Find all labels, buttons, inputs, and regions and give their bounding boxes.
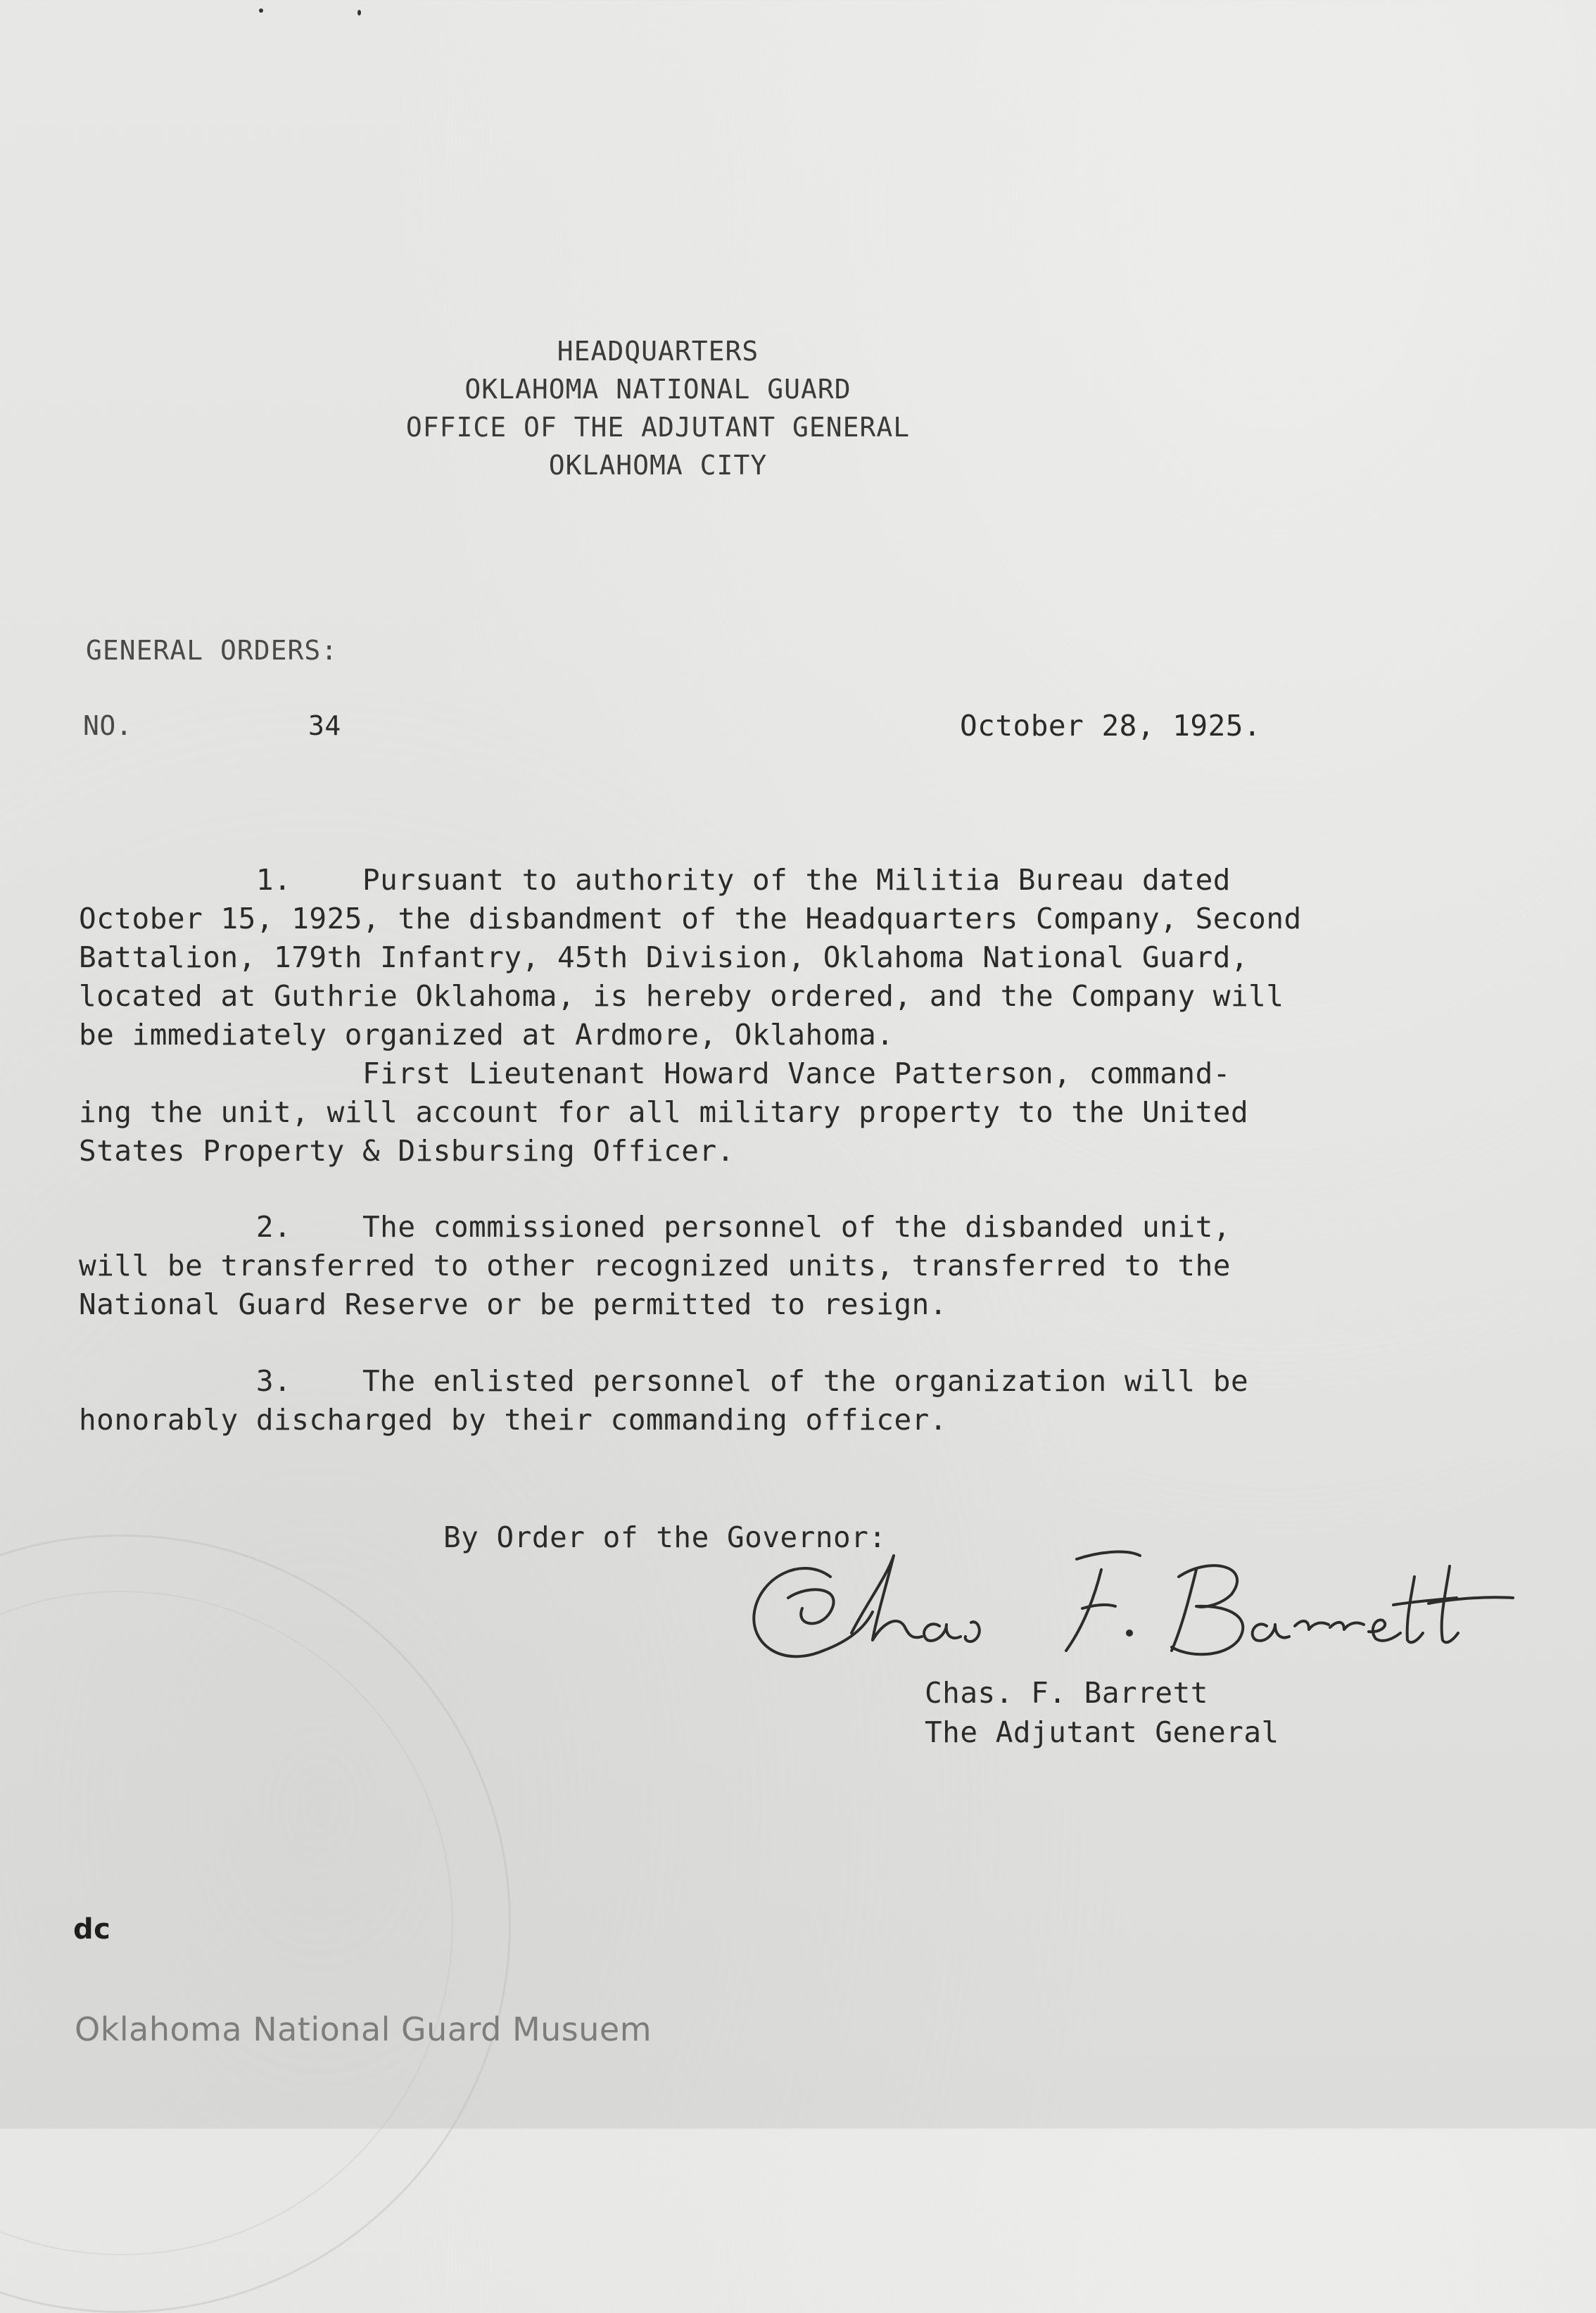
general-orders-label: GENERAL ORDERS: — [86, 635, 338, 666]
paragraph-1-line: First Lieutenant Howard Vance Patterson, command- — [79, 1057, 1231, 1090]
paper-speck — [357, 10, 361, 15]
signer-name: Chas. F. Barrett — [925, 1676, 1208, 1710]
signer-title: The Adjutant General — [925, 1715, 1279, 1749]
header-headquarters: HEADQUARTERS — [557, 336, 759, 367]
paragraph-2-line: will be transferred to other recognized units, transferred to the — [79, 1249, 1231, 1282]
paragraph-2-line: National Guard Reserve or be permitted to resign. — [79, 1287, 948, 1321]
paragraph-1-line: Battalion, 179th Infantry, 45th Division, Oklahoma National Guard, — [79, 940, 1249, 974]
by-order-line: By Order of the Governor: — [443, 1520, 887, 1554]
paper-speck — [259, 8, 263, 13]
paragraph-1-line: be immediately organized at Ardmore, Oklahoma. — [79, 1018, 894, 1052]
paragraph-1-line: 1. Pursuant to authority of the Militia Bureau dated — [79, 863, 1231, 897]
header-city: OKLAHOMA CITY — [548, 450, 768, 481]
paragraph-3-line: honorably discharged by their commanding officer. — [79, 1403, 948, 1437]
paragraph-1-line: October 15, 1925, the disbandment of the Headquarters Company, Second — [79, 902, 1302, 935]
paragraph-1-line: ing the unit, will account for all military property to the United — [79, 1095, 1249, 1129]
order-number: 34 — [308, 710, 341, 741]
header-office: OFFICE OF THE ADJUTANT GENERAL — [405, 412, 911, 443]
header-organization: OKLAHOMA NATIONAL GUARD — [464, 374, 851, 405]
handwritten-signature — [746, 1527, 1520, 1682]
paragraph-2-line: 2. The commissioned personnel of the disbanded unit, — [79, 1210, 1231, 1244]
order-no-label: NO. — [83, 710, 133, 741]
typist-initials: dc — [73, 1913, 111, 1946]
order-date: October 28, 1925. — [960, 709, 1262, 743]
paragraph-1-line: States Property & Disbursing Officer. — [79, 1134, 735, 1168]
paragraph-1-line: located at Guthrie Oklahoma, is hereby ordered, and the Company will — [79, 979, 1284, 1013]
museum-watermark: Oklahoma National Guard Musuem — [75, 2010, 652, 2048]
paragraph-3-line: 3. The enlisted personnel of the organization will be — [79, 1364, 1249, 1398]
